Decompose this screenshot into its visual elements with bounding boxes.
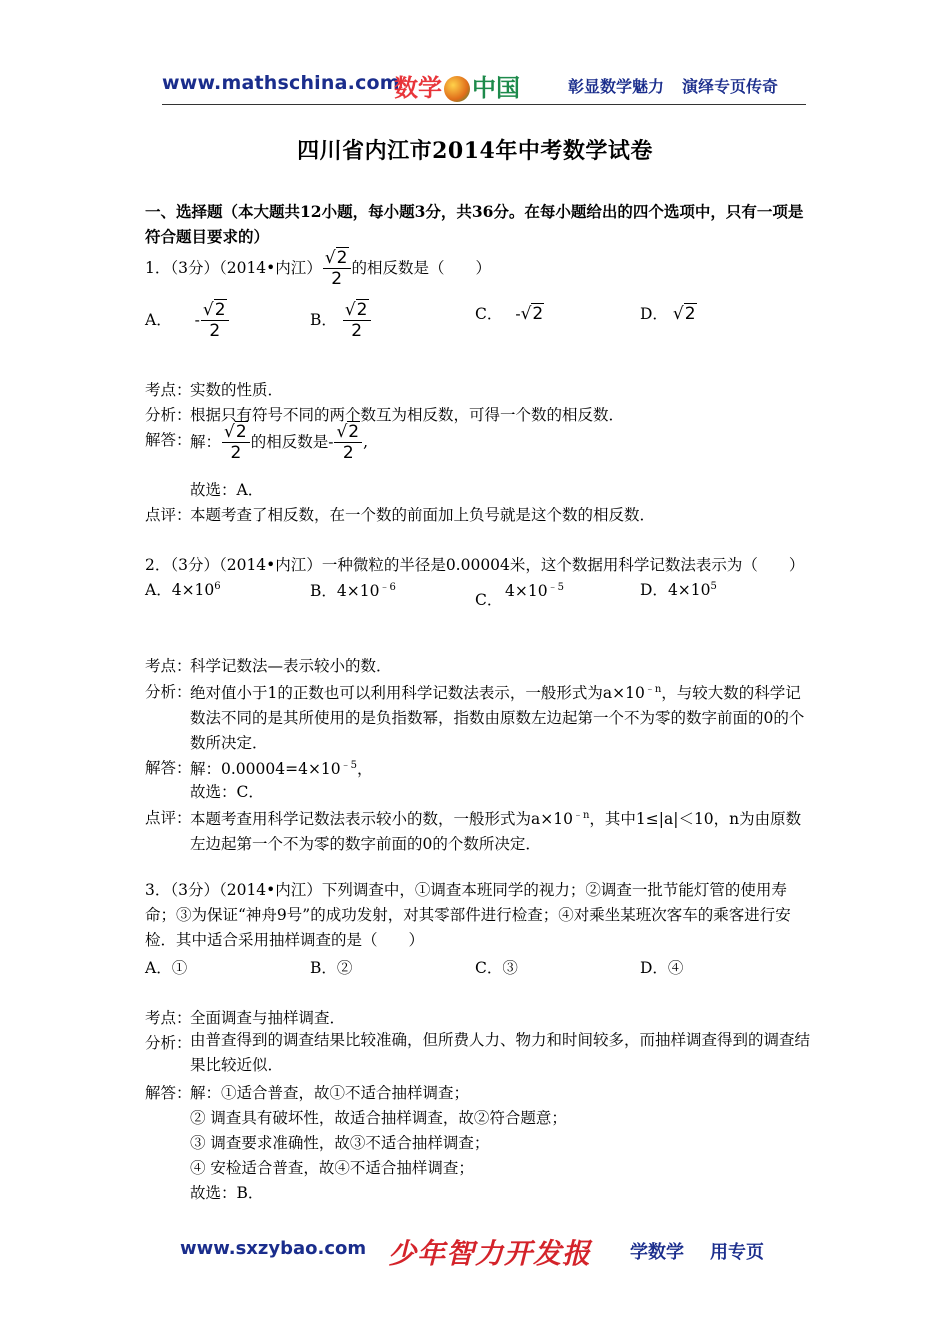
q1-dianping: 本题考查了相反数，在一个数的前面加上负号就是这个数的相反数． [190, 506, 656, 524]
logo-text-b: 中国 [472, 74, 520, 102]
q2-kaodian-label: 考点： [145, 657, 192, 675]
slogan-2: 演绎专页传奇 [682, 77, 779, 96]
q3-jieda-line1: 解：①适合普查，故①不适合抽样调查； [190, 1084, 470, 1102]
q2-option-c-label: C． [475, 591, 503, 609]
sqrt-icon: √2 [202, 300, 226, 320]
logo-text-a: 数学 [394, 74, 442, 102]
q1-prefix: 1．（3分）（2014•内江） [145, 259, 322, 277]
q1-suffix: 的相反数是（ ） [351, 259, 492, 277]
q3-jieda-line3: ③ 调查要求准确性，故③不适合抽样调查； [190, 1134, 490, 1152]
q2-option-a: A．$4\times 10^6$ [145, 581, 221, 599]
q3-guxuan: 故选：B． [190, 1184, 264, 1202]
logo-ball-icon [444, 76, 470, 102]
q1-jieda: 解： $\frac{√2}{2}$ 的相反数是- $\frac{√2}{2}$ , [190, 422, 369, 463]
sqrt-icon: √2 [336, 422, 360, 442]
header-slogan [568, 74, 778, 97]
footer-brand-logo: 少年智力开发报 [388, 1237, 592, 1270]
sqrt-icon: √2 [520, 304, 544, 324]
slogan-1: 彰显数学魅力 [568, 77, 665, 96]
q2-option-b: B．$4\times 10^{﹣6}$ [310, 582, 396, 600]
q2-stem: 2．（3分）（2014•内江）一种微粒的半径是0.00004米，这个数据用科学记数法表示为（ ） [145, 556, 805, 574]
section-heading: 一、选择题（本大题共12小题，每小题3分，共36分。在每小题给出的四个选项中，只有一项是符合题目要求的） [145, 202, 804, 246]
sqrt-icon: √2 [344, 300, 368, 320]
footer-slogan-2: 用专页 [710, 1242, 764, 1263]
q1-kaodian: 实数的性质． [190, 381, 284, 399]
q3-option-c: C．③ [475, 959, 518, 977]
header-site-url[interactable]: www.mathschina.com [162, 72, 400, 94]
q2-dianping: 本题考查用科学记数法表示较小的数，一般形式为$a\times 10^{﹣n}$，其中1≤|a|＜10，n为由原数左边起第一个不为零的数字前面的0的个数所决定． [190, 810, 802, 853]
header-logo [394, 68, 520, 103]
q3-option-b: B．② [310, 959, 353, 977]
sqrt-icon: √2 [324, 248, 348, 268]
q1-fenxi-label: 分析： [145, 406, 192, 424]
sqrt-icon: √2 [224, 422, 247, 442]
q3-stem: 3．（3分）（2014•内江）下列调查中，①调查本班同学的视力；②调查一批节能灯管的使用寿命；③为保证“神舟9号”的成功发射，对其零部件进行检查；④对乘坐某班次客车的乘客进行安检．其中适合采用抽样调查的是（ ） [145, 881, 791, 949]
page-header [162, 68, 806, 104]
sqrt-icon: √2 [672, 304, 696, 324]
q2-guxuan: 故选：C． [190, 783, 264, 801]
q3-kaodian-label: 考点： [145, 1009, 192, 1027]
q3-jieda-line2: ② 调查具有破坏性，故适合抽样调查，故②符合题意； [190, 1109, 567, 1127]
q2-option-d: D．$4\times 10^5$ [640, 581, 717, 599]
q1-guxuan: 故选：A． [190, 481, 264, 499]
q1-option-c: C． -√2 [475, 304, 544, 324]
q3-fenxi: 由普查得到的调查结果比较准确，但所费人力、物力和时间较多，而抽样调查得到的调查结果比较近似． [190, 1031, 811, 1074]
q1-kaodian-label: 考点： [145, 381, 192, 399]
q1-fraction: $\frac{√2}{2}$ [323, 250, 351, 288]
q1-jieda-label: 解答： [145, 431, 192, 449]
q3-jieda-line4: ④ 安检适合普查，故④不适合抽样调查； [190, 1159, 474, 1177]
q2-dianping-label: 点评： [145, 809, 192, 827]
q1-option-d: D． √2 [640, 304, 696, 324]
q3-fenxi-label: 分析： [145, 1034, 192, 1052]
page-footer [180, 1232, 780, 1272]
q2-jieda: 解：$0.00004=4\times 10^{﹣5}$， [190, 760, 373, 778]
q2-kaodian: 科学记数法—表示较小的数． [190, 657, 392, 675]
q2-fenxi-label: 分析： [145, 683, 192, 701]
page-title: 四川省内江市2014年中考数学试卷 [297, 138, 653, 164]
q2-fenxi: 绝对值小于1的正数也可以利用科学记数法表示，一般形式为$a\times 10^{﹣n}$，与较大数的科学记数法不同的是其所使用的是负指数幂，指数由原数左边起第一个不为零的数字前面的0的个数所决定． [190, 684, 805, 752]
q3-option-d: D．④ [640, 959, 684, 977]
q1-stem [145, 250, 491, 288]
q1-fenxi: 根据只有符号不同的两个数互为相反数，可得一个数的相反数． [190, 406, 625, 424]
header-divider [162, 104, 806, 105]
q1-option-b: B． $\frac{√2}{2}$ [310, 302, 372, 340]
q1-option-a: A． - $\frac{√2}{2}$ [145, 302, 230, 340]
q3-kaodian: 全面调查与抽样调查． [190, 1009, 346, 1027]
footer-site-url[interactable]: www.sxzybao.com [180, 1238, 367, 1259]
q1-dianping-label: 点评： [145, 506, 192, 524]
q3-jieda-label: 解答： [145, 1084, 192, 1102]
q2-option-c: $4\times 10^{﹣5}$ [505, 582, 564, 600]
q2-jieda-label: 解答： [145, 759, 192, 777]
q3-option-a: A．① [145, 959, 188, 977]
footer-slogan-1: 学数学 [630, 1242, 684, 1263]
